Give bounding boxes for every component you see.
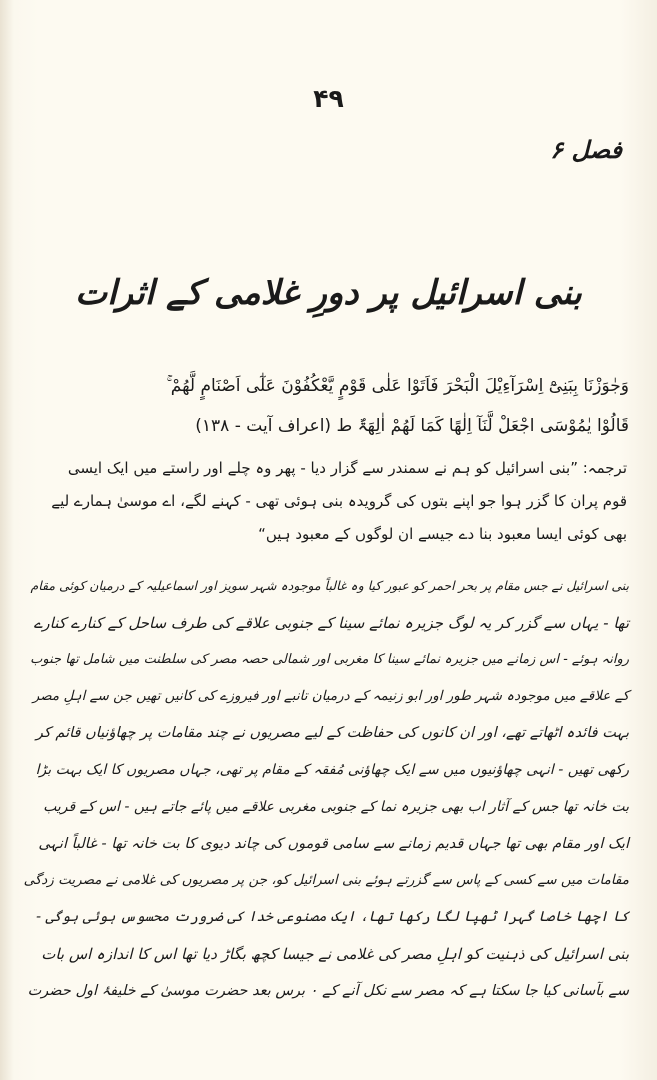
body-line: بنی اسرائیل کی ذہنیت کو اہلِ مصر کی غلامی نے جیسا کچھ بگاڑ دیا تھا اس کا اندازہ اس بات (41, 944, 629, 963)
quran-verse (24, 366, 629, 446)
chapter-label: فصل ۶ (550, 136, 622, 164)
page-number: ۴۹ (313, 84, 344, 113)
body-line: تھا - یہاں سے گزر کر یہ لوگ جزیرہ نمائے سینا کے جنوبی علاقے کی طرف ساحل کے کنارے کنارے (33, 613, 629, 632)
chapter-title: بنی اسرائیل پر دورِ غلامی کے اثرات (75, 273, 582, 313)
body-line: روانہ ہوئے - اس زمانے میں جزیرہ نمائے سینا کا مغربی اور شمالی حصہ مصر کی سلطنت میں شامل تھا جنوب (30, 651, 629, 667)
body-line: ایک اور مقام بھی تھا جہاں قدیم زمانے سے سامی قوموں کی چاند دیوی کا بت خانہ تھا - غالباً انہی (38, 835, 629, 852)
verse-translation (27, 452, 627, 551)
translation-line: قوم پران کا گزر ہوا جو اپنے بتوں کی گرویدہ بنی ہوئی تھی - کہنے لگے، اے موسیٰ ہمارے لیے (51, 492, 627, 510)
body-line: بنی اسرائیل نے جس مقام پر بحر احمر کو عبور کیا وہ غالباً موجودہ شہر سویز اور اسماعیلیہ کے درمیان کوئی مقام (30, 578, 629, 593)
body-text (24, 568, 629, 1010)
verse-line: وَجٰوَزْنَا بِبَنِیْٓ اِسْرَآءِیْلَ الْبَحْرَ فَاَتَوْا عَلٰی قَوْمٍ یَّعْکُفُوْنَ عَلٰٓی اَصْنَامٍ لَّھُمْ ۚ (166, 376, 629, 396)
body-line: مقامات میں سے کسی کے پاس سے گزرتے ہوئے بنی اسرائیل کو، جن پر مصریوں کی غلامی نے مصریت زدگی (23, 872, 629, 889)
translation-line: ترجمہ: ”بنی اسرائیل کو ہم نے سمندر سے گزار دیا - پھر وہ چلے اور راستے میں ایک ایسی (67, 459, 627, 477)
verse-line: قَالُوْا یٰمُوْسَی اجْعَلْ لَّنَآ اِلٰھًا کَمَا لَھُمْ اٰلِھَۃٌ ط (اعراف آیت - ۱۳۸) (195, 416, 629, 436)
body-line: رکھی تھیں - انہی چھاؤنیوں میں سے ایک چھاؤنی مُفقہ کے مقام پر تھی، جہاں مصریوں کا ایک بہت بڑا (35, 761, 629, 778)
body-line: کا اچھا خاصا گہرا ٹھپا لگا رکھا تھا، ایک مصنوعی خدا کی ضرورت محسوس ہوئی ہوگی - (35, 909, 629, 926)
body-line: سے بآسانی کیا جا سکتا ہے کہ مصر سے نکل آنے کے ۰ برس بعد حضرت موسیٰ کے خلیفۂ اول حضرت (27, 982, 629, 999)
body-line: کے علاقے میں موجودہ شہر طور اور ابو زنیمہ کے درمیان تانبے اور فیروزے کی کانیں تھیں جن سے اہلِ مصر (32, 688, 629, 705)
translation-line: بھی کوئی ایسا معبود بنا دے جیسے ان لوگوں کے معبود ہیں“ (258, 525, 627, 543)
body-line: بہت فائدہ اٹھاتے تھے، اور ان کانوں کی حفاظت کے لیے مصریوں نے چند مقامات پر چھاؤنیاں قائم کر (35, 725, 629, 742)
body-line: بت خانہ تھا جس کے آثار اب بھی جزیرہ نما کے جنوبی مغربی علاقے میں پائے جاتے ہیں - اس کے قریب (43, 798, 629, 815)
